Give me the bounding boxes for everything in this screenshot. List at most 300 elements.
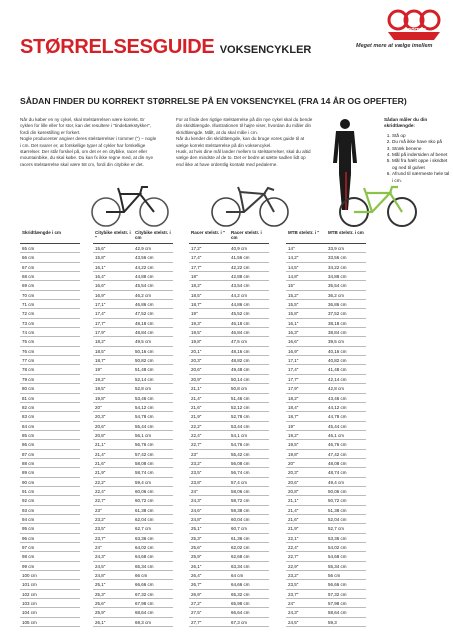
table-cell: 53,44 cm	[231, 423, 250, 429]
table-cell: 50,14 cm	[231, 376, 250, 382]
table-cell: 24,6"	[191, 507, 202, 513]
table-cell: 64,66 cm	[231, 582, 250, 588]
table-cell: 15,2"	[288, 292, 299, 298]
table-row	[20, 534, 80, 543]
table-cell: 21,6"	[191, 404, 202, 410]
table-cell: 14,5"	[288, 264, 299, 270]
table-cell: 52,7 cm	[328, 526, 345, 532]
table-cell: 17,2"	[191, 246, 202, 251]
table-row	[20, 618, 80, 627]
table-row	[20, 440, 80, 449]
table-cell: 65,34 cm	[135, 563, 154, 569]
table-cell: 46,1 cm	[328, 432, 345, 438]
table-row	[286, 506, 366, 515]
table-cell: 54,76 cm	[231, 442, 250, 448]
table-row	[189, 468, 269, 477]
table-cell: 38,84 cm	[328, 330, 347, 336]
table-row	[20, 506, 80, 515]
table-cell: 56,08 cm	[231, 460, 250, 466]
table-cell: 20,9"	[191, 376, 202, 382]
table-cell: 18,5"	[95, 348, 106, 354]
table-cell: 82 cm	[22, 404, 35, 410]
table-row	[286, 263, 366, 272]
table-cell: 25,6"	[95, 601, 106, 607]
table-cell: 20,6"	[95, 423, 106, 429]
table-row	[20, 571, 80, 580]
table-cell: 53,36 cm	[328, 535, 347, 541]
table-row	[189, 534, 269, 543]
table-row	[93, 272, 173, 281]
table-cell: 22,2"	[191, 423, 202, 429]
table-row	[286, 337, 366, 346]
table-row	[189, 244, 269, 253]
table-cell: 19,3"	[191, 320, 202, 326]
table-row	[286, 618, 366, 627]
table-cell: 83 cm	[22, 414, 35, 420]
table-cell: 36,86 cm	[328, 302, 347, 308]
table-row	[93, 291, 173, 300]
table-cell: 19,8"	[95, 395, 106, 401]
table-row	[20, 422, 80, 431]
table-header	[189, 225, 269, 244]
table-row	[286, 422, 366, 431]
table-cell: 50,72 cm	[328, 498, 347, 504]
table-row	[93, 412, 173, 421]
table-cell: 67,3 cm	[231, 619, 248, 625]
table-cell: 48,08 cm	[328, 460, 347, 466]
table-cell: 54,02 cm	[328, 545, 347, 550]
table-row	[286, 319, 366, 328]
table-row	[286, 440, 366, 449]
table-header-cell: Citybike stelstr. i cm	[135, 230, 171, 240]
table-cell: 22,1"	[288, 535, 299, 541]
table-row	[20, 608, 80, 617]
table-cell: 52,04 cm	[328, 516, 347, 522]
table-cell: 50,16 cm	[135, 348, 154, 354]
table-cell: 97 cm	[22, 545, 35, 550]
table-cell: 65,98 cm	[231, 601, 250, 607]
table-cell: 18,2"	[288, 395, 299, 401]
table-cell: 74 cm	[22, 330, 35, 336]
table-cell: 58,64 cm	[328, 610, 347, 616]
table-header	[93, 225, 173, 244]
table-cell: 62,7 cm	[135, 526, 152, 532]
table-row	[93, 515, 173, 524]
table-row	[189, 394, 269, 403]
table-group	[93, 225, 173, 627]
table-cell: 16,1"	[95, 264, 106, 270]
table-cell: 84 cm	[22, 423, 35, 429]
table-row	[189, 328, 269, 337]
table-cell: 53,46 cm	[135, 395, 154, 401]
table-row	[93, 459, 173, 468]
table-cell: 21,4"	[95, 451, 106, 457]
table-cell: 15,8"	[288, 311, 299, 317]
table-cell: 58,06 cm	[231, 488, 250, 494]
table-cell: 90 cm	[22, 479, 35, 485]
table-row	[93, 244, 173, 253]
table-cell: 50,06 cm	[328, 488, 347, 494]
table-row	[189, 440, 269, 449]
table-cell: 63,34 cm	[231, 563, 250, 569]
table-row	[189, 403, 269, 412]
table-cell: 40,9 cm	[231, 246, 248, 251]
table-cell: 104 cm	[22, 610, 37, 616]
table-cell: 51,38 cm	[328, 507, 347, 513]
table-cell: 67,98 cm	[135, 601, 154, 607]
table-cell: 33,56 cm	[328, 255, 347, 261]
table-cell: 45,44 cm	[328, 423, 347, 429]
table-row	[20, 365, 80, 374]
table-cell: 23"	[95, 507, 102, 513]
table-row	[189, 496, 269, 505]
table-header-cell: Racer stelstr. i cm	[231, 230, 262, 240]
table-cell: 23,5"	[191, 470, 202, 476]
table-row	[286, 281, 366, 290]
table-row	[189, 253, 269, 262]
table-cell: 54,78 cm	[135, 414, 154, 420]
table-cell: 21,6"	[95, 460, 106, 466]
table-cell: 98 cm	[22, 554, 35, 560]
table-cell: 26,9"	[191, 591, 202, 597]
table-cell: 19,8"	[288, 451, 299, 457]
table-row	[93, 375, 173, 384]
measure-step: 2. Du må ikke have sko på	[392, 139, 450, 145]
table-cell: 79 cm	[22, 376, 35, 382]
table-cell: 85 cm	[22, 432, 35, 438]
table-header	[20, 225, 80, 244]
section-heading: SÅDAN FINDER DU KORREKT STØRRELSE PÅ EN VOKSENCYKEL (FRA 14 ÅR OG OPEFTER)	[20, 96, 407, 106]
table-cell: 24"	[191, 488, 198, 494]
table-cell: 44,2 cm	[231, 292, 248, 298]
table-cell: 15,8"	[95, 255, 106, 261]
table-row	[189, 459, 269, 468]
table-cell: 62,04 cm	[135, 516, 154, 522]
table-header-cell: Skridtlængde i cm	[22, 230, 62, 235]
table-row	[93, 440, 173, 449]
table-row	[20, 253, 80, 262]
table-row	[93, 534, 173, 543]
table-row	[20, 450, 80, 459]
table-row	[93, 281, 173, 290]
table-cell: 101 cm	[22, 582, 37, 588]
table-row	[20, 337, 80, 346]
table-cell: 68 cm	[22, 274, 35, 280]
table-cell: 95 cm	[22, 526, 35, 532]
table-row	[20, 468, 80, 477]
table-row	[189, 365, 269, 374]
table-header-cell: Racer stelstr. i "	[191, 230, 226, 235]
table-cell: 57,32 cm	[328, 591, 347, 597]
table-row	[286, 328, 366, 337]
table-row	[286, 468, 366, 477]
title-main: STØRRELSESGUIDE	[20, 36, 215, 58]
table-cell: 15,5"	[288, 302, 299, 308]
table-cell: 88 cm	[22, 460, 35, 466]
table-row	[189, 272, 269, 281]
measure-title: Sådan måler du din skridtlængde:	[384, 117, 428, 129]
measure-step: 4. Mål på indersiden af benet	[392, 152, 450, 158]
table-row	[189, 487, 269, 496]
table-cell: 20,6"	[288, 479, 299, 485]
table-cell: 27,7"	[191, 619, 202, 625]
table-cell: 17,9"	[288, 386, 299, 392]
table-row	[189, 412, 269, 421]
table-cell: 57,98 cm	[328, 601, 347, 607]
table-cell: 23,7"	[288, 591, 299, 597]
table-row	[286, 478, 366, 487]
table-row	[93, 253, 173, 262]
table-cell: 62,68 cm	[231, 554, 250, 560]
table-row	[20, 291, 80, 300]
table-cell: 20"	[95, 404, 102, 410]
table-row	[189, 356, 269, 365]
table-cell: 17,7"	[95, 320, 106, 326]
table-cell: 58,74 cm	[135, 470, 154, 476]
table-row	[20, 281, 80, 290]
table-row	[286, 365, 366, 374]
intro-column-1: Når du køber en ny cykel, skal stelstørrelsen være korrekt. Er cyklen for lille eller for stor, kan det resultere i "tindebækstykker", fordi din kørestilling er forkert. Nogle producenter angiver deres stelstørrelser i tommer (") – nogle i cm. Det svarer er, at forskellige typer af cykler har forskellige størrelser. Der står forskel på, om det er en citybike, racer eller mountainbike, du skal købe. Du kan fx ikke regne med, at din nye racers stelstørrelse skal være 58 cm, fordi din citybike er det.	[20, 117, 157, 167]
table-cell: 55,34 cm	[328, 563, 347, 569]
table-cell: 23,7"	[95, 535, 106, 541]
table-cell: 18,4"	[288, 404, 299, 410]
table-row	[93, 618, 173, 627]
table-cell: 94 cm	[22, 516, 35, 522]
table-cell: 54,12 cm	[135, 404, 154, 410]
table-row	[189, 431, 269, 440]
brand-tagline: Meget mere at vælge imellem	[356, 43, 433, 49]
table-cell: 15"	[288, 283, 295, 289]
table-row	[286, 309, 366, 318]
table-row	[286, 459, 366, 468]
table-cell: 27,2"	[191, 601, 202, 607]
table-cell: 20,3"	[288, 470, 299, 476]
table-row	[93, 496, 173, 505]
table-cell: 21,9"	[288, 526, 299, 532]
table-cell: 23,5"	[288, 582, 299, 588]
table-cell: 50,82 cm	[135, 358, 154, 364]
table-header-cell: MTB stelstr. i cm	[328, 230, 364, 235]
table-cell: 48,18 cm	[135, 320, 154, 326]
table-row	[20, 459, 80, 468]
table-row	[20, 309, 80, 318]
table-cell: 25,1"	[191, 526, 202, 532]
table-row	[20, 375, 80, 384]
table-cell: 78 cm	[22, 367, 35, 373]
table-cell: 19,5"	[191, 330, 202, 336]
table-row	[286, 300, 366, 309]
table-cell: 56,76 cm	[135, 442, 154, 448]
table-row	[189, 580, 269, 589]
table-cell: 23,2"	[95, 516, 106, 522]
table-row	[189, 571, 269, 580]
table-cell: 44,12 cm	[328, 404, 347, 410]
table-row	[189, 309, 269, 318]
measure-step: 1. Stå op	[392, 133, 450, 139]
table-cell: 56,1 cm	[135, 432, 152, 438]
table-row	[286, 487, 366, 496]
table-row	[20, 496, 80, 505]
table-cell: 18,2"	[191, 283, 202, 289]
table-cell: 24,3"	[191, 498, 202, 504]
table-cell: 46,76 cm	[328, 442, 347, 448]
table-cell: 23,5"	[95, 526, 106, 532]
table-row	[93, 337, 173, 346]
table-cell: 24,3"	[288, 610, 299, 616]
table-row	[286, 524, 366, 533]
table-cell: 20,3"	[191, 358, 202, 364]
table-row	[286, 394, 366, 403]
racer-bike-icon	[210, 184, 290, 228]
table-row	[189, 319, 269, 328]
table-cell: 17,4"	[95, 311, 106, 317]
table-row	[93, 562, 173, 571]
table-row	[286, 496, 366, 505]
table-header	[286, 225, 366, 244]
table-cell: 22,7"	[95, 498, 106, 504]
table-cell: 17,1"	[95, 302, 106, 308]
table-cell: 49,4 cm	[328, 479, 345, 485]
table-row	[286, 590, 366, 599]
table-row	[189, 263, 269, 272]
table-row	[93, 403, 173, 412]
table-row	[20, 328, 80, 337]
table-row	[20, 412, 80, 421]
table-cell: 96 cm	[22, 535, 35, 541]
table-row	[20, 562, 80, 571]
measure-step: 3. Stræk benene	[392, 146, 450, 152]
table-cell: 66 cm	[22, 255, 35, 261]
table-cell: 39,5 cm	[328, 339, 345, 345]
table-cell: 67 cm	[22, 264, 35, 270]
table-cell: 64,02 cm	[135, 545, 154, 550]
table-cell: 47,42 cm	[328, 451, 347, 457]
table-cell: 68,64 cm	[135, 610, 154, 616]
table-row	[93, 450, 173, 459]
table-cell: 102 cm	[22, 591, 37, 597]
table-row	[20, 543, 80, 552]
table-cell: 45,52 cm	[231, 311, 250, 317]
table-row	[286, 599, 366, 608]
table-cell: 46,84 cm	[231, 330, 250, 336]
table-row	[20, 272, 80, 281]
table-cell: 56 cm	[328, 573, 341, 579]
table-cell: 48,82 cm	[231, 358, 250, 364]
mtb-bike-icon	[338, 184, 418, 228]
table-cell: 18"	[191, 274, 198, 280]
table-cell: 61,38 cm	[135, 507, 154, 513]
table-cell: 22,4"	[95, 488, 106, 494]
table-cell: 44,78 cm	[328, 414, 347, 420]
table-row	[93, 263, 173, 272]
table-row	[286, 431, 366, 440]
table-cell: 16,1"	[288, 320, 299, 326]
table-cell: 56,66 cm	[328, 582, 347, 588]
table-cell: 46,86 cm	[135, 302, 154, 308]
table-cell: 19,2"	[288, 432, 299, 438]
table-cell: 16,6"	[288, 339, 299, 345]
table-cell: 54,68 cm	[328, 554, 347, 560]
table-cell: 45,54 cm	[135, 283, 154, 289]
table-cell: 18,7"	[191, 302, 202, 308]
table-row	[93, 365, 173, 374]
table-row	[93, 468, 173, 477]
table-cell: 24"	[95, 545, 102, 550]
measure-instructions	[384, 117, 450, 184]
title-subtitle: VOKSENCYKLER	[219, 44, 312, 56]
table-cell: 46,18 cm	[231, 320, 250, 326]
table-cell: 61,36 cm	[231, 535, 250, 541]
table-cell: 81 cm	[22, 395, 35, 401]
table-cell: 86 cm	[22, 442, 35, 448]
table-cell: 14,8"	[288, 274, 299, 280]
table-cell: 58,72 cm	[231, 498, 250, 504]
table-cell: 14"	[288, 246, 295, 251]
table-cell: 42,22 cm	[231, 264, 250, 270]
table-cell: 55,44 cm	[135, 423, 154, 429]
table-cell: 63,36 cm	[135, 535, 154, 541]
table-cell: 66,66 cm	[135, 582, 154, 588]
table-cell: 60,72 cm	[135, 498, 154, 504]
table-group	[189, 225, 269, 627]
table-cell: 43,46 cm	[328, 395, 347, 401]
table-cell: 65,32 cm	[231, 591, 250, 597]
table-row	[189, 515, 269, 524]
table-row	[93, 384, 173, 393]
table-row	[189, 608, 269, 617]
table-cell: 60,7 cm	[231, 526, 248, 532]
table-cell: 76 cm	[22, 348, 35, 354]
table-cell: 16,3"	[288, 330, 299, 336]
table-cell: 42,88 cm	[231, 274, 250, 280]
table-cell: 18,5"	[191, 292, 202, 298]
table-cell: 99 cm	[22, 563, 35, 569]
table-cell: 48,16 cm	[231, 348, 250, 354]
table-row	[20, 552, 80, 561]
measure-step: 5. Mål fra hælt oppe i skridtet og ned til gulvet	[392, 158, 450, 171]
table-cell: 18,7"	[288, 414, 299, 420]
table-cell: 21,6"	[288, 516, 299, 522]
table-cell: 17,9"	[95, 330, 106, 336]
table-cell: 36,2 cm	[328, 292, 345, 298]
table-cell: 23"	[191, 451, 198, 457]
table-cell: 49,5 cm	[135, 339, 152, 345]
table-cell: 46,2 cm	[135, 292, 152, 298]
table-cell: 19"	[288, 423, 295, 429]
table-cell: 66 cm	[135, 573, 148, 579]
table-cell: 24,5"	[288, 619, 299, 625]
table-row	[93, 524, 173, 533]
table-cell: 21,4"	[288, 507, 299, 513]
table-cell: 41,56 cm	[231, 255, 250, 261]
table-row	[20, 394, 80, 403]
table-cell: 51,48 cm	[135, 367, 154, 373]
table-cell: 43,56 cm	[135, 255, 154, 261]
table-row	[93, 552, 173, 561]
table-row	[93, 543, 173, 552]
table-row	[20, 403, 80, 412]
table-cell: 91 cm	[22, 488, 35, 494]
table-row	[286, 272, 366, 281]
table-row	[189, 347, 269, 356]
table-row	[286, 515, 366, 524]
table-row	[189, 506, 269, 515]
table-row	[189, 543, 269, 552]
table-cell: 56,74 cm	[231, 470, 250, 476]
table-row	[93, 571, 173, 580]
table-cell: 93 cm	[22, 507, 35, 513]
table-cell: 20,3"	[95, 414, 106, 420]
